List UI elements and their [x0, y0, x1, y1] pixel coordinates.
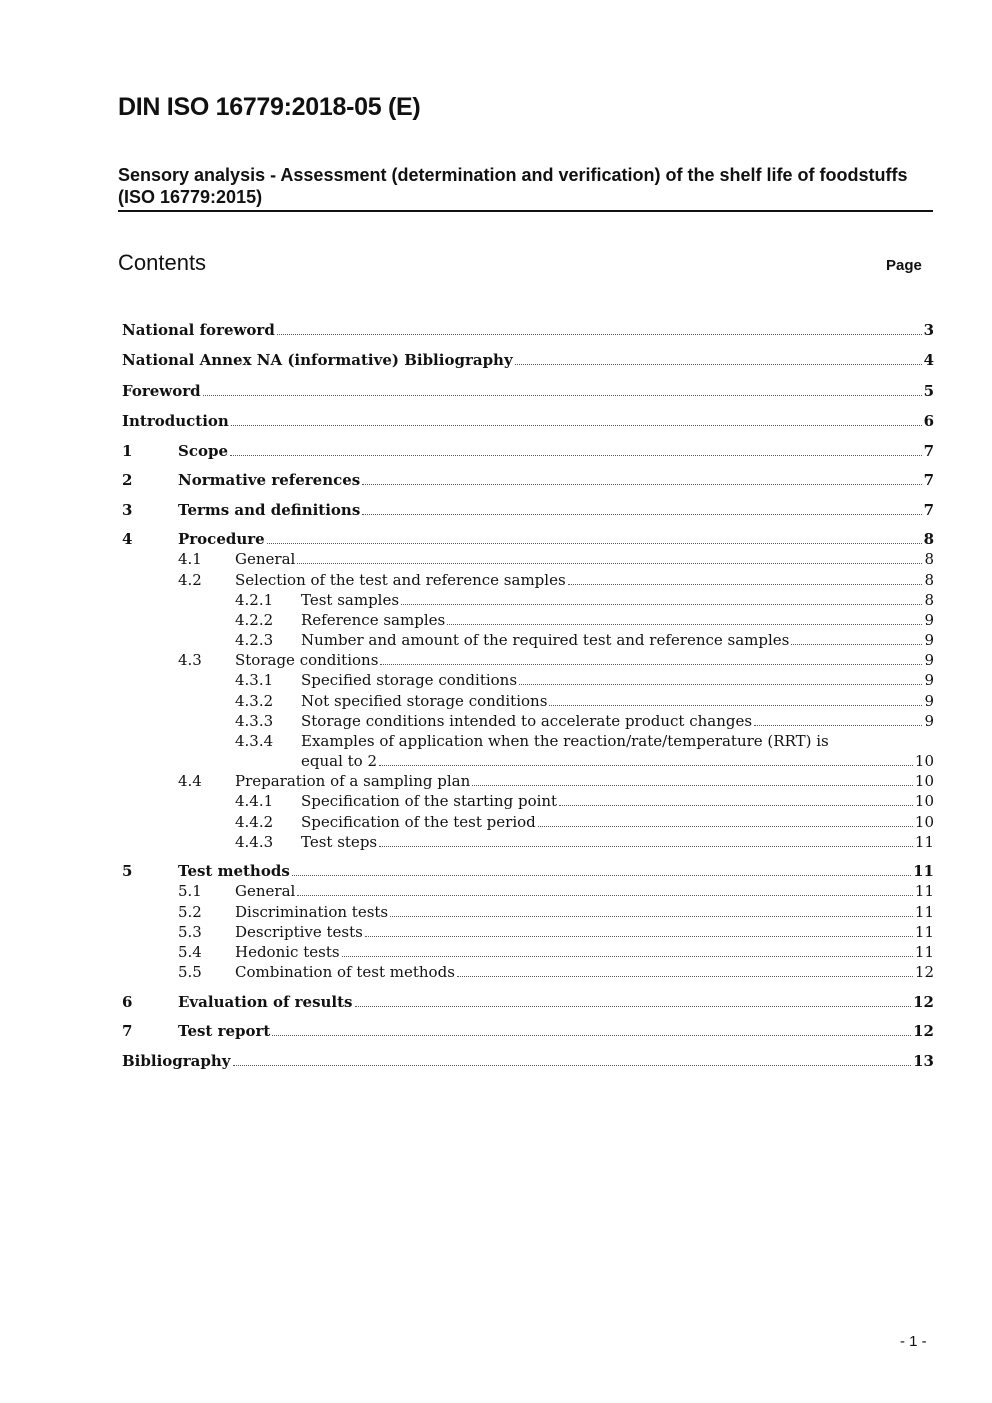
- toc-leader-dots: [277, 334, 922, 335]
- toc-leader-dots: [267, 543, 922, 544]
- toc-entry-number: 4.4.3: [235, 833, 274, 851]
- toc-entry-page: 10: [914, 792, 934, 810]
- toc-leader-dots: [292, 875, 911, 876]
- toc-entry-label: Preparation of a sampling plan: [235, 772, 471, 790]
- toc-entry-label: Test samples: [301, 591, 400, 609]
- toc-leader-dots: [379, 846, 913, 847]
- toc-entry-page: 11: [914, 882, 934, 900]
- toc-entry-label: Introduction: [122, 412, 229, 430]
- toc-leader-dots: [549, 705, 922, 706]
- toc-entry-label: Examples of application when the reaction/rate/temperature (RRT) is: [301, 732, 829, 750]
- toc-entry-number: 4: [122, 530, 133, 548]
- toc-entry-number: 3: [122, 501, 133, 519]
- toc-entry-number: 4.2.1: [235, 591, 274, 609]
- toc-entry-page: 6: [923, 412, 934, 430]
- toc-entry-number: 4.3.4: [235, 732, 274, 750]
- toc-leader-dots: [365, 936, 913, 937]
- toc-entry-label: Specified storage conditions: [301, 671, 518, 689]
- toc-leader-dots: [362, 484, 921, 485]
- toc-entry-number: 4.4.1: [235, 792, 274, 810]
- toc-entry-page: 12: [914, 963, 934, 981]
- toc-entry-number: 4.2: [178, 571, 202, 589]
- toc-entry-number: 7: [122, 1022, 133, 1040]
- toc-leader-dots: [390, 916, 913, 917]
- toc-entry-page: 9: [924, 631, 934, 649]
- toc-entry-label: Reference samples: [301, 611, 446, 629]
- toc-entry-number: 2: [122, 471, 133, 489]
- toc-leader-dots: [568, 584, 923, 585]
- toc-leader-dots: [355, 1006, 912, 1007]
- toc-entry-number: 4.3.2: [235, 692, 274, 710]
- toc-leader-dots: [379, 765, 913, 766]
- toc-entry-label: Specification of the test period: [301, 813, 536, 831]
- toc-entry-label: Test steps: [301, 833, 378, 851]
- toc-entry-page: 8: [923, 530, 934, 548]
- toc-entry-label: Test report: [178, 1022, 271, 1040]
- toc-entry-label: National Annex NA (informative) Bibliography: [122, 351, 513, 369]
- toc-entry-number: 4.2.3: [235, 631, 274, 649]
- toc-leader-dots: [754, 725, 922, 726]
- toc-entry-label: Scope: [178, 442, 229, 460]
- toc-entry-page: 12: [913, 993, 934, 1011]
- toc-entry-page: 13: [913, 1052, 934, 1070]
- page-number: - 1 -: [900, 1333, 927, 1350]
- toc-leader-dots: [230, 455, 922, 456]
- toc-entry-label: Normative references: [178, 471, 361, 489]
- toc-entry-number: 5.1: [178, 882, 202, 900]
- toc-entry-label: Test methods: [178, 862, 290, 880]
- toc-entry-number: 4.2.2: [235, 611, 274, 629]
- toc-leader-dots: [362, 514, 921, 515]
- toc-entry-number: 5.2: [178, 903, 202, 921]
- toc-entry-page: 10: [914, 772, 934, 790]
- toc-entry-label: Storage conditions: [235, 651, 379, 669]
- toc-entry-label: Foreword: [122, 382, 201, 400]
- toc-entry-label: Descriptive tests: [235, 923, 363, 941]
- toc-entry-label: Storage conditions intended to accelerate product changes: [301, 712, 753, 730]
- toc-entry-page: 7: [923, 501, 934, 519]
- toc-leader-dots: [515, 364, 922, 365]
- toc-leader-dots: [538, 826, 913, 827]
- toc-entry-number: 6: [122, 993, 133, 1011]
- toc-entry-number: 5.4: [178, 943, 202, 961]
- toc-entry-page: 9: [924, 671, 934, 689]
- toc-entry-label: Procedure: [178, 530, 265, 548]
- document-subtitle: Sensory analysis - Assessment (determination and verification) of the shelf life of foodstuffs (ISO 16779:2015): [118, 164, 933, 212]
- toc-entry-page: 4: [923, 351, 934, 369]
- toc-entry-page: 5: [923, 382, 934, 400]
- toc-entry-page: 9: [924, 692, 934, 710]
- toc-entry-number: 5.5: [178, 963, 202, 981]
- toc-entry-page: 7: [923, 471, 934, 489]
- toc-leader-dots: [342, 956, 913, 957]
- toc-entry-page: 7: [923, 442, 934, 460]
- toc-entry-label: Hedonic tests: [235, 943, 340, 961]
- toc-entry-number: 4.3: [178, 651, 202, 669]
- toc-entry-page: 3: [923, 321, 934, 339]
- toc-leader-dots: [380, 664, 922, 665]
- toc-entry-number: 5: [122, 862, 133, 880]
- toc-entry-page: 8: [924, 591, 934, 609]
- toc-entry-page: 11: [914, 903, 934, 921]
- toc-leader-dots: [447, 624, 922, 625]
- toc-entry-page: 12: [913, 1022, 934, 1040]
- toc-entry-page: 8: [924, 550, 934, 568]
- toc-entry-label: Evaluation of results: [178, 993, 353, 1011]
- toc-entry-number: 4.4: [178, 772, 202, 790]
- toc-entry-page: 9: [924, 611, 934, 629]
- toc-entry-number: 4.1: [178, 550, 202, 568]
- toc-entry-page: 11: [914, 923, 934, 941]
- toc-leader-dots: [203, 395, 922, 396]
- toc-entry-page: 11: [914, 943, 934, 961]
- toc-leader-dots: [791, 644, 922, 645]
- toc-leader-dots: [559, 805, 913, 806]
- toc-entry-page: 10: [914, 813, 934, 831]
- toc-leader-dots: [472, 785, 913, 786]
- toc-entry-label: Selection of the test and reference samples: [235, 571, 566, 589]
- toc-entry-label: General: [235, 882, 296, 900]
- toc-leader-dots: [233, 1065, 912, 1066]
- toc-entry-label: Terms and definitions: [178, 501, 361, 519]
- toc-leader-dots: [401, 604, 922, 605]
- toc-entry-page: 8: [924, 571, 934, 589]
- toc-entry-label: Number and amount of the required test and reference samples: [301, 631, 790, 649]
- toc-entry-page: 9: [924, 712, 934, 730]
- toc-entry-page: 11: [914, 833, 934, 851]
- contents-heading: Contents: [118, 250, 207, 275]
- toc-entry-page: 11: [913, 862, 934, 880]
- toc-entry-label: Combination of test methods: [235, 963, 455, 981]
- toc-leader-dots: [457, 976, 913, 977]
- toc-leader-dots: [297, 895, 913, 896]
- toc-entry-label: Specification of the starting point: [301, 792, 558, 810]
- toc-entry-label: Not specified storage conditions: [301, 692, 548, 710]
- toc-entry-label: Bibliography: [122, 1052, 231, 1070]
- toc-entry-number: 4.3.1: [235, 671, 274, 689]
- toc-entry-label: National foreword: [122, 321, 275, 339]
- toc-entry-label: General: [235, 550, 296, 568]
- toc-leader-dots: [272, 1035, 911, 1036]
- toc-leader-dots: [519, 684, 922, 685]
- toc-entry-page: 10: [914, 752, 934, 770]
- page-column-heading: Page: [886, 257, 922, 274]
- toc-leader-dots: [231, 425, 922, 426]
- toc-entry-number: 4.3.3: [235, 712, 274, 730]
- toc-entry-label-continuation: equal to 2: [301, 752, 378, 770]
- toc-entry-label: Discrimination tests: [235, 903, 389, 921]
- toc-leader-dots: [297, 563, 922, 564]
- toc-entry-number: 1: [122, 442, 133, 460]
- toc-entry-number: 5.3: [178, 923, 202, 941]
- document-title: DIN ISO 16779:2018-05 (E): [118, 93, 421, 121]
- toc-entry-page: 9: [924, 651, 934, 669]
- toc-entry-number: 4.4.2: [235, 813, 274, 831]
